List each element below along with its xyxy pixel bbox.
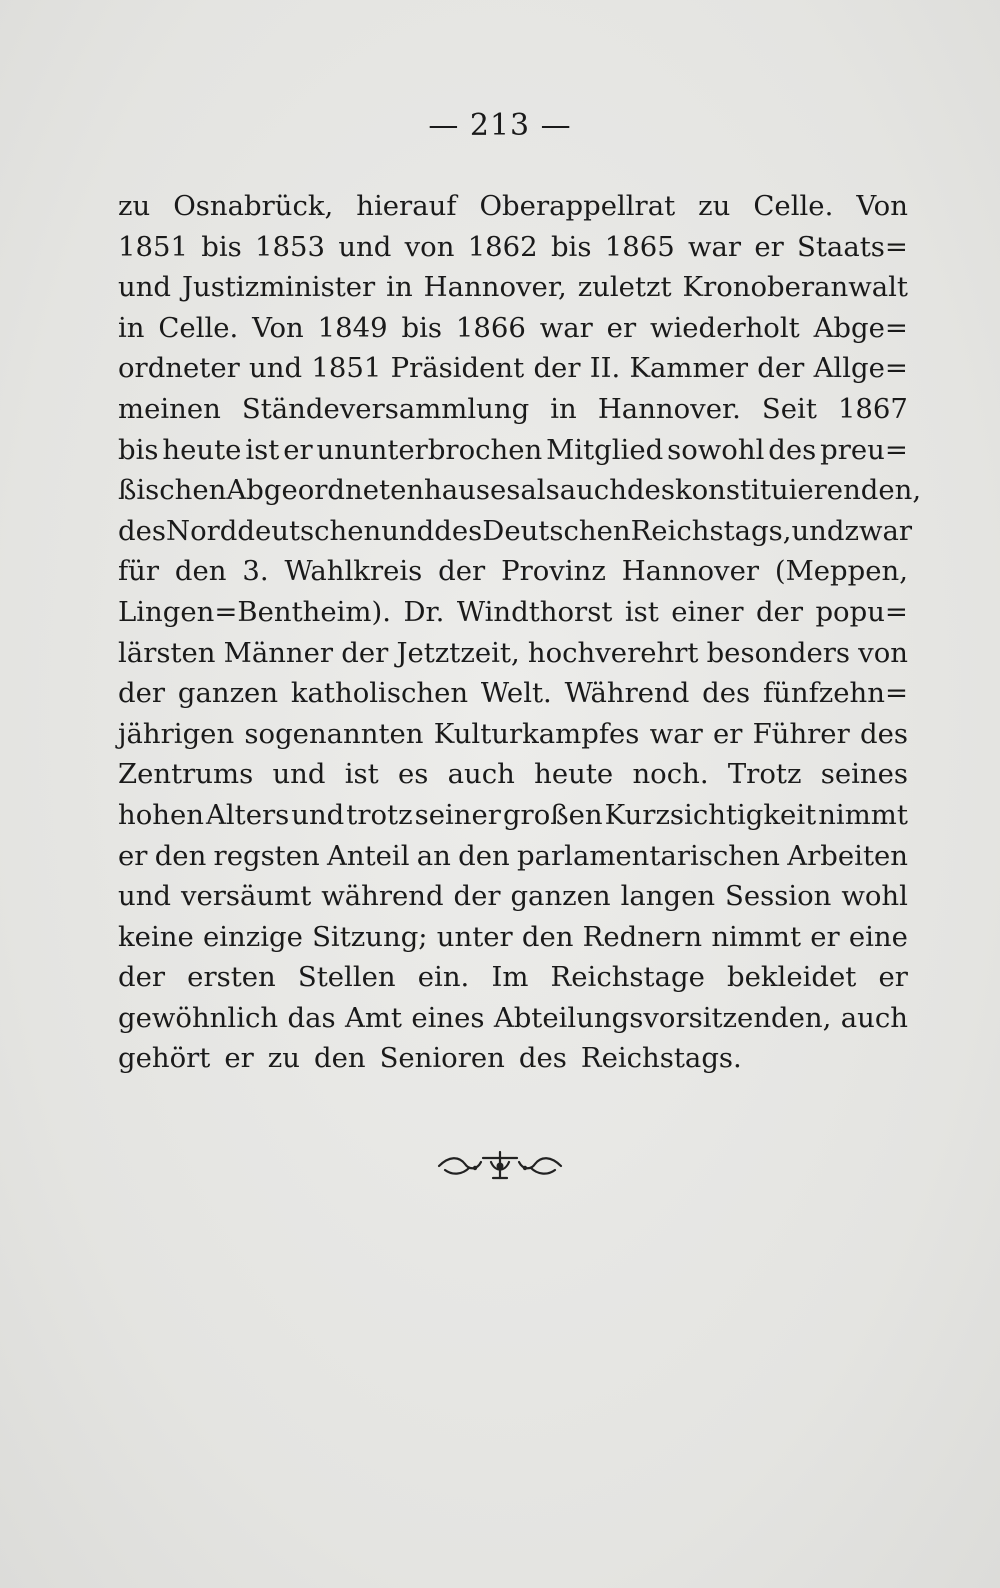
ornament-vignette [0, 1148, 1000, 1182]
text-line: Lingen=Bentheim). Dr. Windthorst ist einer der popu= [118, 595, 908, 628]
text-line: zu Osnabrück, hierauf Oberappellrat zu Celle. Von [118, 190, 908, 222]
text-line: für den 3. Wahlkreis der Provinz Hannover (Meppen, [118, 555, 908, 588]
text-line: jährigen sogenannten Kulturkampfes war er Führer des [118, 717, 908, 750]
text-line: gehört er zu den Senioren des Reichstags. [118, 1042, 742, 1075]
body-text [118, 186, 922, 1079]
ornament-icon [435, 1148, 565, 1182]
text-line: der ganzen katholischen Welt. Während des fünfzehn= [118, 677, 908, 710]
text-line: keine einzige Sitzung; unter den Rednern nimmt er eine [118, 920, 908, 953]
page-number: — 213 — [428, 108, 572, 143]
text-line: gewöhnlich das Amt eines Abteilungsvorsitzenden, auch [118, 1001, 908, 1034]
text-line: 1851 bis 1853 und von 1862 bis 1865 war er Staats= [118, 230, 908, 263]
text-line: meinen Ständeversammlung in Hannover. Seit 1867 [118, 392, 908, 425]
text-line: der ersten Stellen ein. Im Reichstage bekleidet er [118, 961, 908, 994]
text-line: er den regsten Anteil an den parlamentarischen Arbeiten [118, 839, 908, 872]
text-line: ordneter und 1851 Präsident der II. Kammer der Allge= [118, 352, 908, 385]
text-line: hohen Alters und trotz seiner großen Kurzsichtigkeit nimmt [118, 798, 908, 831]
text-line: und Justizminister in Hannover, zuletzt Kronoberanwalt [118, 271, 908, 304]
text-line: lärsten Männer der Jetztzeit, hochverehrt besonders von [118, 636, 908, 669]
text-line: in Celle. Von 1849 bis 1866 war er wiederholt Abge= [118, 311, 908, 344]
text-line: und versäumt während der ganzen langen Session wohl [118, 880, 908, 913]
text-line: ßischen Abgeordnetenhauses als auch des konstituierenden, [118, 474, 922, 507]
text-line: bis heute ist er ununterbrochen Mitglied sowohl des preu= [118, 433, 908, 466]
text-line: Zentrums und ist es auch heute noch. Trotz seines [118, 758, 908, 791]
text-line: des Norddeutschen und des Deutschen Reichstags, und zwar [118, 514, 913, 547]
